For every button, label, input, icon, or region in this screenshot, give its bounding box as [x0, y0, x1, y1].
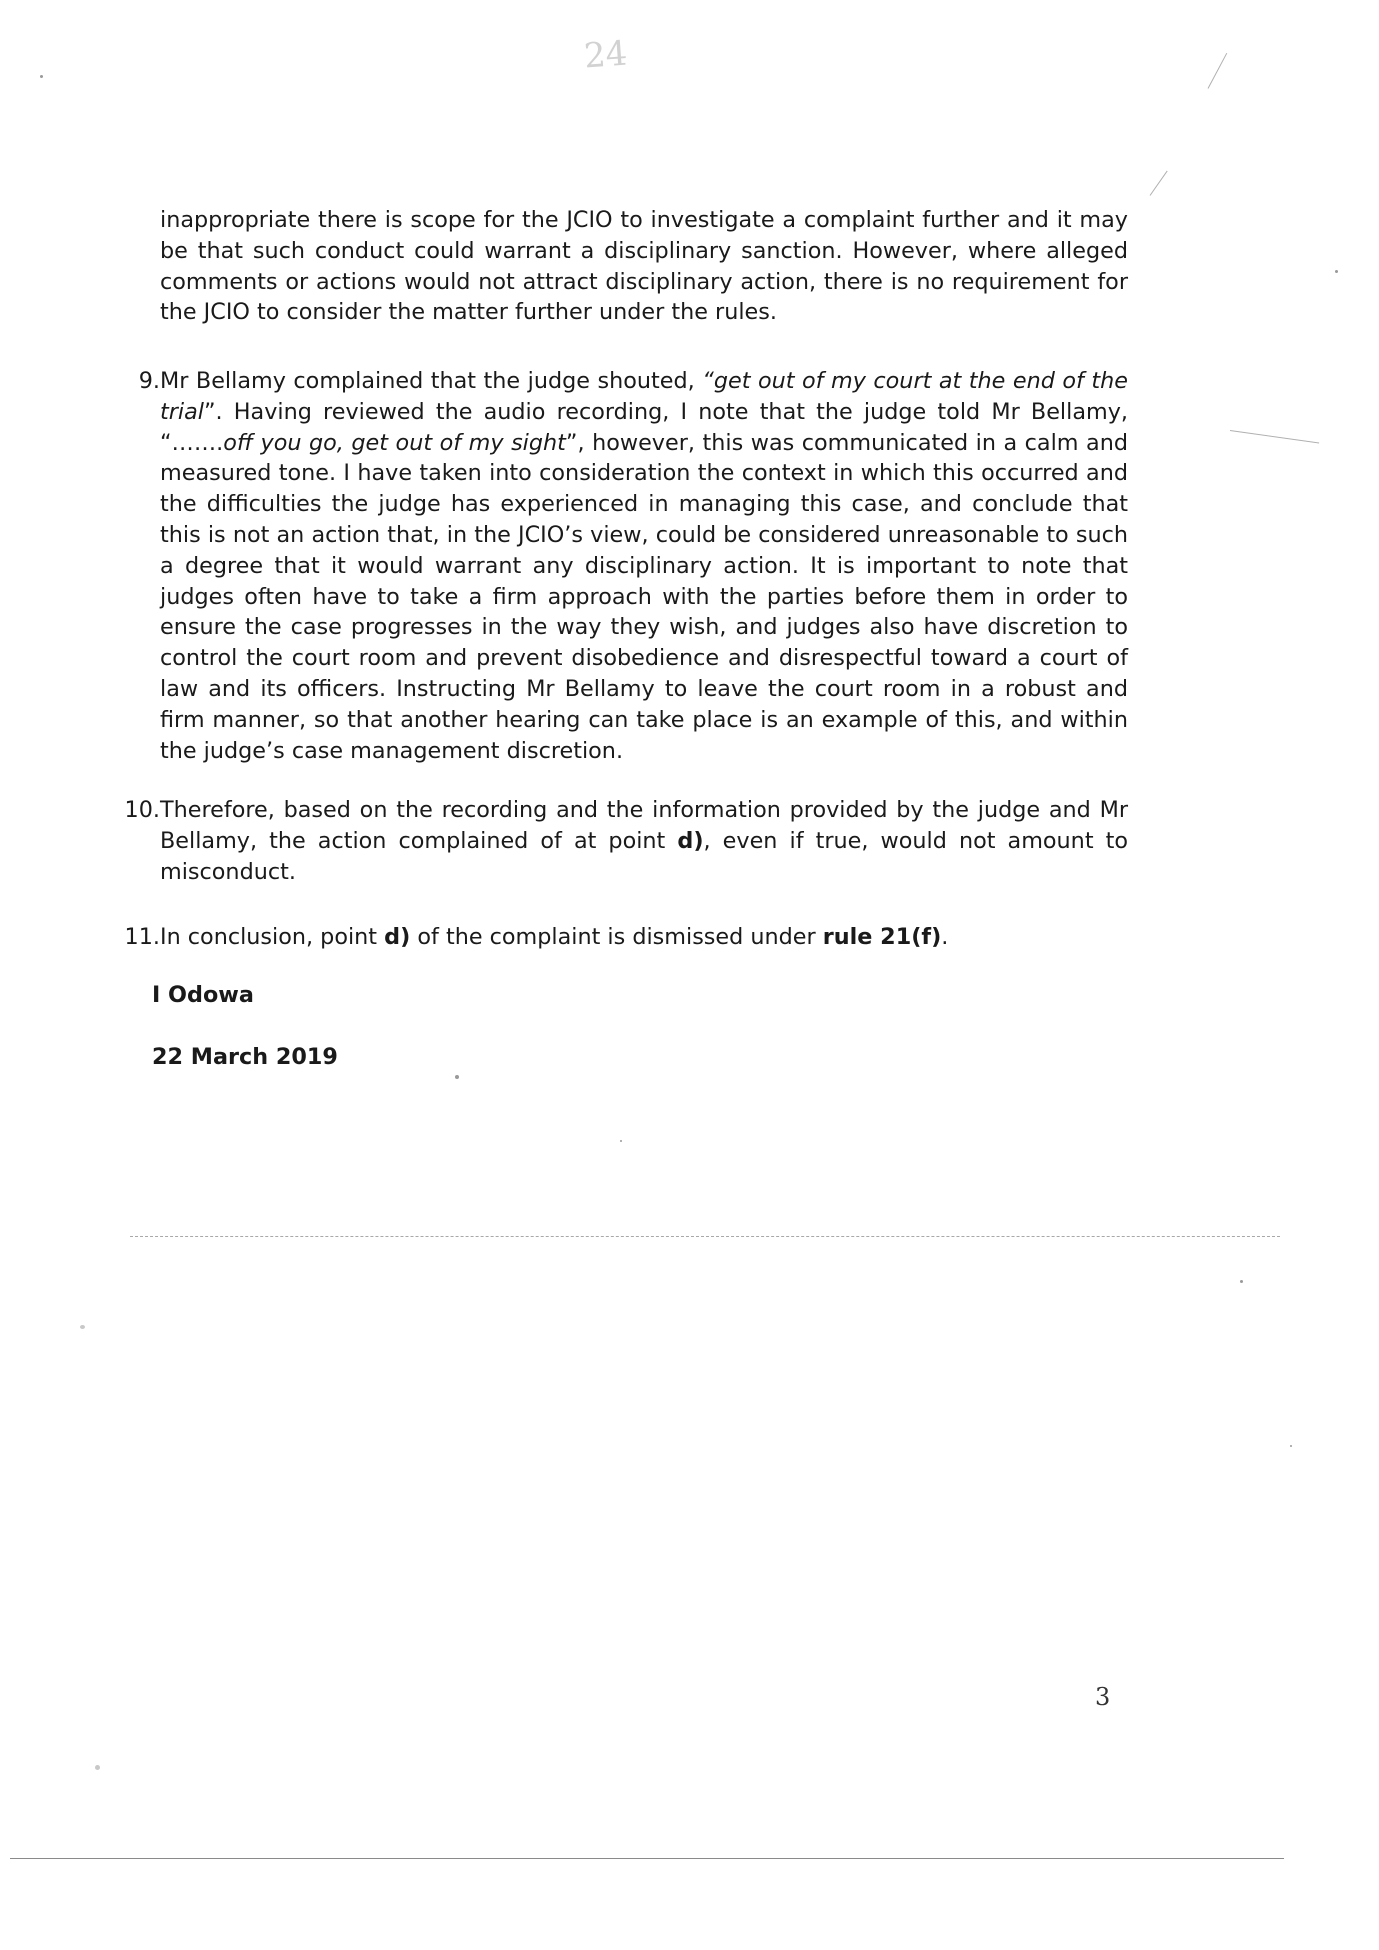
continuation-paragraph: inappropriate there is scope for the JCIO to investigate a complaint further and it may be that such conduct could warrant a disciplinary sanction. However, where alleged comments or actions would not attract disciplinary action, there is no requirement for the JCIO to consider the matter further under the rules.: [160, 207, 1128, 326]
paragraph-text: , even if true, would not amount to misconduct.: [160, 827, 1129, 885]
scan-speck: [1290, 1445, 1292, 1447]
scan-speck: [1240, 1280, 1243, 1283]
scan-speck: [40, 75, 43, 78]
scan-line: [130, 1236, 1280, 1237]
paragraph-text: Therefore, based on the recording and the information provided by the judge and Mr Bellamy, the action complained of at point: [160, 797, 1128, 854]
scan-mark: [1208, 53, 1228, 89]
paragraph-text: Mr Bellamy complained that the judge shouted,: [160, 368, 703, 394]
scan-speck: [620, 1140, 622, 1142]
bold-reference: rule 21(f): [822, 924, 942, 950]
paragraph-body: [160, 795, 1128, 887]
paragraph-text: ”. Having reviewed the audio recording, I note that the judge told Mr Bellamy, “…….: [160, 398, 1128, 456]
signature-date: 22 March 2019: [152, 1044, 338, 1070]
paragraph-body: [160, 922, 1128, 953]
quoted-text: “get out of my court at the end of the trial: [160, 368, 1128, 425]
paragraph-number: 11.: [124, 924, 160, 950]
paragraph-number: 10.: [124, 797, 160, 823]
paragraph-text: ”, however, this was communicated in a calm and measured tone. I have taken into consideration the context in which this occurred and the difficulties the judge has experienced in managing this case, and conclude that this is not an action that, in the JCIO’s view, could be considered unreasonable to such a degree that it would warrant any disciplinary action. It is important to note that judges often have to take a firm approach with the parties before them in order to ensure the case progresses in the way they wish, and judges also have discretion to control the court room and prevent disobedience and disrespectful toward a court of law and its officers. Instructing Mr Bellamy to leave the court room in a robust and firm manner, so that another hearing can take place is an example of this, and within the judge’s case management discretion.: [160, 429, 1128, 764]
paragraph-body: [160, 366, 1128, 766]
scan-speck: [455, 1075, 459, 1079]
scan-speck: [80, 1325, 85, 1329]
paragraph-text: of the complaint is dismissed under: [410, 924, 823, 950]
page-bottom-edge-line: [10, 1858, 1284, 1859]
scan-mark: [1230, 430, 1319, 444]
bold-reference: d): [384, 924, 411, 950]
page-number: 3: [1095, 1683, 1111, 1711]
paragraph-number: 9.: [138, 368, 160, 394]
paragraph-text: .: [941, 924, 949, 950]
handwritten-page-mark: 24: [582, 33, 629, 77]
scan-mark: [1150, 171, 1168, 196]
paragraph-text: In conclusion, point: [160, 924, 385, 950]
bold-reference: d): [677, 827, 704, 854]
scan-speck: [1335, 270, 1338, 273]
quoted-text: off you go, get out of my sight: [223, 429, 566, 456]
signatory-name: I Odowa: [152, 982, 254, 1008]
scan-speck: [95, 1765, 100, 1770]
